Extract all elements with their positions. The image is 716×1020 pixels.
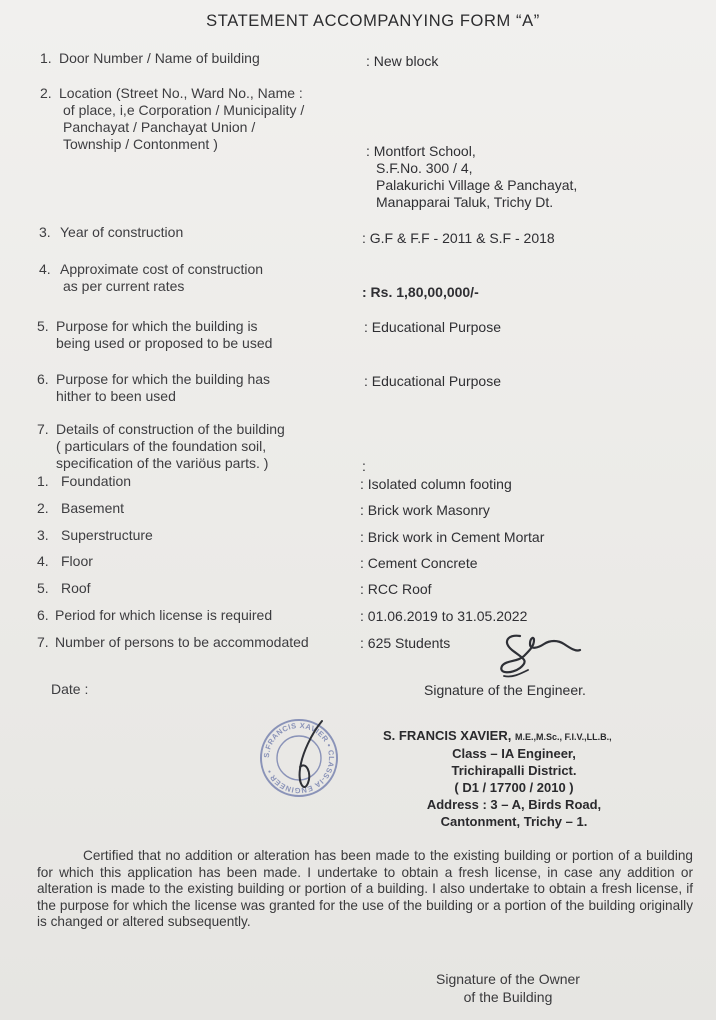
item-6-label-line-2: hither to been used	[56, 388, 176, 404]
item-7-label-line-3: specification of the variöus parts. )	[56, 455, 269, 471]
detail-5-value: : RCC Roof	[360, 581, 432, 597]
item-6-value: : Educational Purpose	[364, 373, 501, 389]
detail-4-number: 4.	[37, 553, 49, 569]
detail-3-number: 3.	[37, 527, 49, 543]
item-2-label-line-2: of place, i,e Corporation / Municipality /	[63, 102, 305, 118]
detail-7-label: Number of persons to be accommodated	[55, 634, 309, 650]
detail-4-label: Floor	[61, 553, 93, 569]
detail-7-value: : 625 Students	[360, 635, 451, 651]
detail-6-label: Period for which license is required	[55, 607, 273, 623]
item-5-label-line-2: being used or proposed to be used	[56, 335, 273, 351]
item-4-value: : Rs. 1,80,00,000/-	[362, 284, 479, 300]
engineer-class: Class – IA Engineer,	[452, 746, 576, 761]
owner-signature-line-1: Signature of the Owner	[436, 971, 580, 987]
engineer-district: Trichirapalli District.	[451, 763, 577, 778]
detail-6-number: 6.	[37, 607, 49, 623]
item-6-label-line-1: Purpose for which the building has	[56, 371, 271, 387]
engineer-address-line-1: Address : 3 – A, Birds Road,	[426, 797, 602, 812]
detail-2-value: : Brick work Masonry	[360, 502, 490, 518]
certification-paragraph: Certified that no addition or alteration has been made to the existing building or portion of a building for which this application has been made. I undertake to obtain a fresh license, in case any addition or alteration is made to the existing building or portion of a building. I also undertake to obtain a fresh license, if the purpose for which the license was granted for the use of the building or a portion of the building originally is changed or altered subsequently.	[37, 848, 693, 930]
item-1-label: Door Number / Name of building	[59, 50, 260, 66]
item-4-label-line-1: Approximate cost of construction	[60, 261, 264, 277]
engineer-address-line-2: Cantonment, Trichy – 1.	[440, 814, 588, 829]
detail-1-number: 1.	[37, 473, 49, 489]
item-2-label-line-1: Location (Street No., Ward No., Name :	[59, 85, 303, 101]
engineer-name-line	[383, 727, 612, 746]
item-7-value: :	[362, 458, 366, 474]
item-1-value: : New block	[366, 53, 439, 69]
detail-3-label: Superstructure	[61, 527, 153, 543]
detail-5-number: 5.	[37, 580, 49, 596]
engineer-qualifications: M.E.,M.Sc., F.I.V.,LL.B.,	[514, 732, 612, 742]
engineer-stamp-seal	[256, 713, 342, 803]
item-3-label: Year of construction	[60, 224, 184, 240]
item-4-number: 4.	[39, 261, 51, 277]
item-7-number: 7.	[37, 421, 49, 437]
item-5-value: : Educational Purpose	[364, 319, 501, 335]
detail-1-value: : Isolated column footing	[360, 476, 512, 492]
detail-5-label: Roof	[61, 580, 91, 596]
item-2-label-line-3: Panchayat / Panchayat Union /	[63, 119, 256, 135]
item-4-label-line-2: as per current rates	[63, 278, 185, 294]
item-7-label-line-1: Details of construction of the building	[56, 421, 285, 437]
page-title: STATEMENT ACCOMPANYING FORM “A”	[206, 12, 540, 30]
detail-2-number: 2.	[37, 500, 49, 516]
detail-1-label: Foundation	[61, 473, 132, 489]
detail-2-label: Basement	[61, 500, 125, 516]
item-2-label-line-4: Township / Contonment )	[63, 136, 218, 152]
engineer-signature-scribble	[490, 630, 585, 685]
item-6-number: 6.	[37, 371, 49, 387]
item-3-value: : G.F & F.F - 2011 & S.F - 2018	[362, 230, 555, 246]
item-2-value-line-2: S.F.No. 300 / 4,	[376, 160, 473, 176]
item-2-value-line-4: Manapparai Taluk, Trichy Dt.	[376, 194, 554, 210]
item-3-number: 3.	[39, 224, 51, 240]
detail-4-value: : Cement Concrete	[360, 555, 478, 571]
detail-3-value: : Brick work in Cement Mortar	[360, 529, 545, 545]
engineer-signature-caption: Signature of the Engineer.	[424, 682, 586, 698]
item-1-number: 1.	[40, 50, 52, 66]
date-label: Date :	[51, 681, 89, 697]
stamp-ring-text: S.FRANCIS XAVIER • CLASS-IA ENGINEER •	[261, 720, 337, 796]
item-5-label-line-1: Purpose for which the building is	[56, 318, 258, 334]
svg-text:S.FRANCIS XAVIER • CLASS-IA EN	[262, 721, 336, 795]
engineer-registration: ( D1 / 17700 / 2010 )	[454, 780, 574, 795]
item-7-label-line-2: ( particulars of the foundation soil,	[56, 438, 267, 454]
item-5-number: 5.	[37, 318, 49, 334]
engineer-name: S. FRANCIS XAVIER,	[383, 728, 512, 743]
item-2-number: 2.	[40, 85, 52, 101]
detail-6-value: : 01.06.2019 to 31.05.2022	[360, 608, 528, 624]
detail-7-number: 7.	[37, 634, 49, 650]
item-2-value-line-3: Palakurichi Village & Panchayat,	[376, 177, 578, 193]
item-2-value-line-1: : Montfort School,	[366, 143, 476, 159]
owner-signature-line-2: of the Building	[463, 989, 553, 1005]
